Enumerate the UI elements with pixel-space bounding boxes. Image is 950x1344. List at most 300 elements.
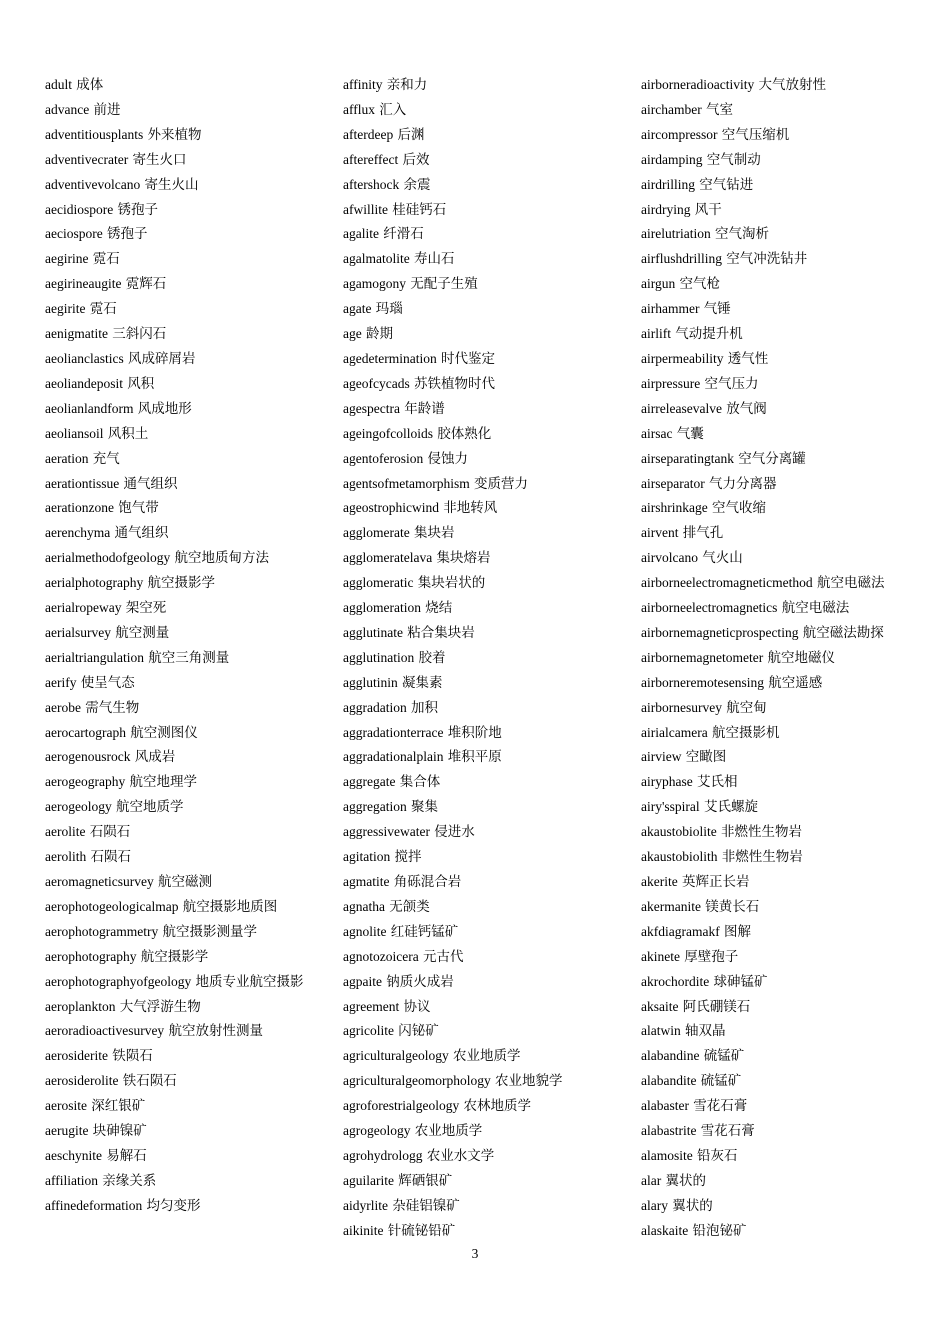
entry-term: akrochordite <box>641 973 710 989</box>
entry-term: aerocartograph <box>45 724 126 740</box>
glossary-entry <box>45 1044 335 1069</box>
entry-definition: 深红银矿 <box>91 1098 146 1115</box>
entry-term: aguilarite <box>343 1172 394 1188</box>
entry-term: adventitiousplants <box>45 126 144 142</box>
entry-term: aerosite <box>45 1098 87 1114</box>
entry-definition: 轴双晶 <box>685 1023 726 1040</box>
entry-definition: 英辉正长岩 <box>682 874 750 890</box>
entry-term: aeration <box>45 450 89 466</box>
entry-definition: 侵进水 <box>434 824 475 841</box>
entry-term: aecidiospore <box>45 201 114 217</box>
entry-term: airbornemagnetometer <box>641 649 764 665</box>
glossary-entry <box>45 646 335 671</box>
entry-term: agriculturalgeomorphology <box>343 1073 491 1089</box>
entry-term: alabandite <box>641 1073 697 1089</box>
glossary-entry <box>343 870 633 895</box>
entry-definition: 空气制动 <box>706 151 761 168</box>
entry-definition: 非燃性生物岩 <box>721 849 803 866</box>
entry-definition: 农业水文学 <box>426 1147 495 1164</box>
entry-definition: 艾氏相 <box>697 774 738 791</box>
entry-definition: 气火山 <box>702 550 743 567</box>
entry-definition: 块砷镍矿 <box>92 1123 147 1140</box>
entry-definition: 雪花石膏 <box>693 1098 748 1115</box>
page-number: 3 <box>471 1246 479 1261</box>
glossary-entry <box>343 1119 633 1144</box>
glossary-entry <box>45 820 335 845</box>
entry-definition: 镁黄长石 <box>705 898 760 915</box>
entry-term: aeromagneticsurvey <box>45 874 154 889</box>
entry-term: aerolith <box>45 849 87 865</box>
glossary-entry <box>641 820 941 845</box>
glossary-entry <box>641 148 941 173</box>
entry-definition: 铅灰石 <box>697 1147 738 1164</box>
entry-term: airvolcano <box>641 550 698 566</box>
glossary-entry <box>641 621 941 646</box>
entry-term: aggressivewater <box>343 824 430 840</box>
glossary-entry <box>45 895 335 920</box>
entry-definition: 航空电磁法 <box>816 575 885 592</box>
entry-definition: 寄生火山 <box>144 176 199 193</box>
glossary-entry <box>343 945 633 970</box>
entry-definition: 通气组织 <box>123 475 178 492</box>
entry-term: agriculturalgeology <box>343 1048 449 1064</box>
glossary-entry <box>641 1094 941 1119</box>
entry-definition: 航空摄影机 <box>712 724 780 741</box>
entry-definition: 烧结 <box>425 600 453 617</box>
entry-term: alary <box>641 1197 668 1213</box>
entry-definition: 通气组织 <box>114 525 169 542</box>
entry-definition: 风成地形 <box>137 400 192 417</box>
glossary-entry <box>343 73 633 98</box>
glossary-entry <box>343 98 633 123</box>
entry-term: aegirine <box>45 251 89 267</box>
entry-definition: 地质专业航空摄影 <box>195 973 304 990</box>
entry-definition: 硫锰矿 <box>703 1048 745 1065</box>
entry-definition: 农业地质学 <box>414 1123 483 1140</box>
entry-term: aerialmethodofgeology <box>45 550 171 566</box>
glossary-column-2 <box>343 73 633 1244</box>
glossary-entry <box>641 222 941 247</box>
glossary-entry <box>45 521 335 546</box>
glossary-entry <box>641 1119 941 1144</box>
entry-term: aerenchyma <box>45 525 111 541</box>
entry-term: agnatha <box>343 898 385 914</box>
entry-term: akermanite <box>641 898 701 914</box>
glossary-entry <box>45 422 335 447</box>
entry-definition: 农业地质学 <box>453 1048 521 1065</box>
entry-term: airyphase <box>641 774 693 790</box>
glossary-entry <box>641 247 941 272</box>
glossary-entry <box>343 820 633 845</box>
entry-term: agglomeration <box>343 600 421 616</box>
entry-term: agnotozoicera <box>343 948 419 964</box>
glossary-entry <box>641 173 941 198</box>
glossary-entry <box>641 770 941 795</box>
entry-definition: 空气钻进 <box>699 176 754 193</box>
entry-definition: 非燃性生物岩 <box>721 824 803 841</box>
glossary-entry <box>641 596 941 621</box>
entry-term: agamogony <box>343 276 406 292</box>
entry-term: airdrilling <box>641 176 695 192</box>
glossary-entry <box>641 920 941 945</box>
entry-definition: 球砷锰矿 <box>713 973 768 990</box>
glossary-entry <box>45 696 335 721</box>
entry-term: aggradationterrace <box>343 724 444 740</box>
entry-definition: 石陨石 <box>89 824 131 841</box>
entry-definition: 气囊 <box>676 425 704 442</box>
entry-term: airpermeability <box>641 350 724 366</box>
entry-term: airborneelectromagnetics <box>641 600 778 616</box>
entry-definition: 寄生火口 <box>132 151 187 168</box>
entry-definition: 航空摄影学 <box>147 575 216 592</box>
entry-term: adult <box>45 77 72 92</box>
glossary-entry <box>641 397 941 422</box>
entry-term: airborneelectromagneticmethod <box>641 575 813 591</box>
glossary-entry <box>45 1019 335 1044</box>
entry-term: agalmatolite <box>343 251 410 267</box>
glossary-entry <box>641 422 941 447</box>
glossary-entry <box>641 447 941 472</box>
entry-definition: 霓石 <box>92 251 120 268</box>
entry-term: aerify <box>45 674 77 690</box>
entry-term: aerationzone <box>45 500 114 516</box>
entry-term: aeolianlandform <box>45 400 134 416</box>
entry-definition: 外来植物 <box>147 126 202 143</box>
glossary-entry <box>343 770 633 795</box>
entry-definition: 阿氏硼镁石 <box>682 998 751 1015</box>
entry-definition: 气锤 <box>703 301 731 318</box>
glossary-entry <box>343 745 633 770</box>
entry-definition: 后渊 <box>397 126 425 143</box>
glossary-entry <box>641 1044 941 1069</box>
entry-term: aerationtissue <box>45 475 120 491</box>
entry-term: airvent <box>641 525 679 541</box>
entry-definition: 角砾混合岩 <box>393 874 462 890</box>
glossary-entry <box>343 546 633 571</box>
glossary-entry <box>343 795 633 820</box>
entry-term: aksaite <box>641 998 679 1014</box>
entry-definition: 加积 <box>411 699 439 716</box>
entry-definition: 航空摄影地质图 <box>182 898 278 915</box>
entry-term: agrogeology <box>343 1123 411 1139</box>
entry-term: airdrying <box>641 201 691 217</box>
glossary-entry <box>343 646 633 671</box>
entry-definition: 艾氏螺旋 <box>703 799 758 816</box>
entry-term: agmatite <box>343 874 390 889</box>
glossary-entry <box>641 721 941 746</box>
glossary-entry <box>45 496 335 521</box>
entry-definition: 集合体 <box>399 774 441 791</box>
entry-term: akfdiagramakf <box>641 923 720 939</box>
glossary-entry <box>45 870 335 895</box>
entry-term: aerophotogeologicalmap <box>45 898 179 914</box>
entry-definition: 纤滑石 <box>383 226 424 243</box>
entry-term: akinete <box>641 948 680 964</box>
entry-term: aggregation <box>343 799 407 815</box>
entry-definition: 航空测量 <box>115 624 170 641</box>
entry-definition: 航空地质甸方法 <box>174 550 270 567</box>
entry-definition: 集块岩状的 <box>417 575 486 592</box>
entry-definition: 苏铁植物时代 <box>414 375 496 392</box>
glossary-entry <box>45 98 335 123</box>
entry-definition: 排气孔 <box>682 525 724 542</box>
glossary-entry <box>343 995 633 1020</box>
entry-definition: 透气性 <box>727 350 769 367</box>
entry-definition: 侵蚀力 <box>427 450 469 467</box>
glossary-entry <box>45 671 335 696</box>
entry-definition: 聚集 <box>411 799 439 816</box>
glossary-entry <box>343 596 633 621</box>
entry-definition: 年龄谱 <box>404 400 445 417</box>
glossary-entry <box>641 297 941 322</box>
glossary-entry <box>343 521 633 546</box>
glossary-entry <box>45 1069 335 1094</box>
entry-term: airialcamera <box>641 724 708 740</box>
glossary-entry <box>45 1194 335 1219</box>
entry-term: affiliation <box>45 1172 98 1188</box>
entry-definition: 时代鉴定 <box>441 350 496 367</box>
entry-definition: 亲缘关系 <box>102 1172 157 1189</box>
glossary-entry <box>641 970 941 995</box>
glossary-entry <box>45 222 335 247</box>
glossary-entry <box>641 496 941 521</box>
glossary-entry <box>343 1019 633 1044</box>
entry-definition: 硫锰矿 <box>700 1073 742 1090</box>
entry-definition: 针硫铋铅矿 <box>387 1222 456 1239</box>
entry-definition: 航空测图仪 <box>130 724 198 741</box>
glossary-entry <box>641 347 941 372</box>
entry-term: airchamber <box>641 101 702 117</box>
entry-term: adventivevolcano <box>45 176 141 192</box>
glossary-entry <box>343 1219 633 1244</box>
entry-term: agedetermination <box>343 350 437 366</box>
glossary-entry <box>641 1219 941 1244</box>
entry-term: alatwin <box>641 1023 681 1039</box>
glossary-entry <box>641 198 941 223</box>
entry-term: aerophotographyofgeology <box>45 973 192 989</box>
entry-term: agreement <box>343 998 400 1014</box>
entry-definition: 集块熔岩 <box>436 550 491 567</box>
entry-term: aeroplankton <box>45 998 116 1014</box>
glossary-entry <box>641 521 941 546</box>
glossary-entry <box>45 995 335 1020</box>
entry-term: airseparatingtank <box>641 450 734 466</box>
entry-term: aerugite <box>45 1123 89 1139</box>
entry-term: agate <box>343 301 372 317</box>
entry-definition: 铁石陨石 <box>122 1073 177 1090</box>
entry-definition: 三斜闪石 <box>112 326 167 343</box>
entry-definition: 厚壁孢子 <box>684 948 739 965</box>
entry-definition: 霓石 <box>89 301 117 318</box>
glossary-column-1 <box>45 73 335 1219</box>
glossary-entry <box>641 98 941 123</box>
glossary-entry <box>343 1169 633 1194</box>
glossary-entry <box>45 745 335 770</box>
entry-term: aerobe <box>45 699 81 715</box>
entry-term: aerialsurvey <box>45 624 111 640</box>
entry-term: agglomeratic <box>343 575 414 591</box>
entry-definition: 风积 <box>127 375 155 392</box>
entry-term: airbornesurvey <box>641 699 722 715</box>
entry-definition: 红硅钙锰矿 <box>390 923 459 940</box>
entry-definition: 石陨石 <box>90 849 132 866</box>
glossary-entry <box>343 173 633 198</box>
entry-term: aerogeography <box>45 774 126 790</box>
entry-definition: 风干 <box>694 201 722 218</box>
glossary-entry <box>45 945 335 970</box>
entry-term: advance <box>45 101 90 117</box>
entry-term: agrohydrologg <box>343 1147 423 1163</box>
entry-term: aerogenousrock <box>45 749 131 765</box>
entry-term: airborneradioactivity <box>641 77 755 92</box>
glossary-entry <box>641 1069 941 1094</box>
entry-term: airsac <box>641 425 673 441</box>
entry-definition: 铁陨石 <box>112 1048 153 1065</box>
entry-definition: 航空地质学 <box>116 799 184 816</box>
entry-definition: 余震 <box>403 176 431 193</box>
entry-term: affinedeformation <box>45 1197 143 1213</box>
entry-definition: 图解 <box>724 923 752 940</box>
entry-term: aegirineaugite <box>45 276 122 292</box>
entry-definition: 气力分离器 <box>709 475 777 492</box>
entry-definition: 航空磁测 <box>158 874 212 890</box>
glossary-entry <box>641 945 941 970</box>
entry-definition: 航空地理学 <box>129 774 198 791</box>
glossary-entry <box>641 571 941 596</box>
entry-term: aftershock <box>343 176 400 192</box>
glossary-entry <box>45 297 335 322</box>
entry-definition: 前进 <box>93 101 121 118</box>
glossary-entry <box>45 920 335 945</box>
glossary-entry <box>45 1144 335 1169</box>
glossary-entry <box>45 397 335 422</box>
entry-definition: 钠质火成岩 <box>386 973 454 990</box>
entry-term: afflux <box>343 101 375 117</box>
glossary-entry <box>45 347 335 372</box>
entry-term: akaustobiolith <box>641 849 718 865</box>
entry-definition: 饱气带 <box>118 500 159 517</box>
entry-definition: 航空地磁仪 <box>767 649 835 666</box>
entry-definition: 协议 <box>403 998 431 1015</box>
entry-term: aerogeology <box>45 799 112 815</box>
entry-term: airelutriation <box>641 226 711 242</box>
entry-definition: 风成碎屑岩 <box>128 350 196 367</box>
entry-definition: 凝集素 <box>402 674 443 691</box>
glossary-entry <box>343 845 633 870</box>
entry-definition: 需气生物 <box>85 699 140 716</box>
entry-term: adventivecrater <box>45 151 129 167</box>
entry-definition: 空气枪 <box>679 276 721 293</box>
glossary-entry <box>641 795 941 820</box>
entry-term: aeroradioactivesurvey <box>45 1023 165 1039</box>
entry-term: airdamping <box>641 151 703 167</box>
glossary-entry <box>641 646 941 671</box>
entry-term: alar <box>641 1172 662 1188</box>
glossary-entry <box>641 845 941 870</box>
entry-term: airshrinkage <box>641 500 708 516</box>
entry-term: aerosiderolite <box>45 1073 119 1089</box>
entry-term: alabaster <box>641 1098 689 1114</box>
entry-definition: 航空遥感 <box>768 674 823 691</box>
entry-term: agglomeratelava <box>343 550 433 566</box>
entry-term: airy'sspiral <box>641 799 700 815</box>
glossary-entry <box>343 322 633 347</box>
entry-definition: 元古代 <box>423 948 464 965</box>
glossary-entry <box>45 73 335 98</box>
entry-definition: 霓辉石 <box>125 276 167 293</box>
entry-term: agnolite <box>343 923 387 939</box>
entry-term: aerialropeway <box>45 600 122 616</box>
entry-definition: 翼状的 <box>665 1172 707 1189</box>
glossary-entry <box>641 123 941 148</box>
glossary-entry <box>45 148 335 173</box>
entry-term: aircompressor <box>641 126 718 142</box>
entry-term: airflushdrilling <box>641 251 722 267</box>
entry-term: aftereffect <box>343 151 399 167</box>
entry-term: agentsofmetamorphism <box>343 475 470 491</box>
glossary-entry <box>641 1169 941 1194</box>
glossary-entry <box>45 1169 335 1194</box>
glossary-entry <box>45 1119 335 1144</box>
entry-definition: 气动提升机 <box>675 326 743 343</box>
entry-definition: 搅拌 <box>394 849 422 866</box>
entry-term: aggregate <box>343 774 396 790</box>
glossary-entry <box>343 970 633 995</box>
entry-definition: 成体 <box>76 77 104 93</box>
entry-definition: 航空甸 <box>726 699 767 716</box>
glossary-entry <box>45 571 335 596</box>
entry-definition: 铅泡铋矿 <box>692 1222 747 1239</box>
glossary-entry <box>343 447 633 472</box>
glossary-entry <box>343 895 633 920</box>
entry-term: agglutinate <box>343 624 403 640</box>
entry-definition: 使呈气态 <box>80 674 135 691</box>
glossary-entry <box>343 1144 633 1169</box>
entry-term: aeschynite <box>45 1147 102 1163</box>
glossary-entry <box>343 571 633 596</box>
entry-term: agroforestrialgeology <box>343 1098 460 1114</box>
glossary-entry <box>641 1144 941 1169</box>
glossary-entry <box>343 621 633 646</box>
glossary-entry <box>45 472 335 497</box>
entry-term: aerialphotography <box>45 575 144 591</box>
entry-definition: 航空放射性测量 <box>168 1023 263 1040</box>
glossary-entry <box>343 297 633 322</box>
entry-term: ageofcycads <box>343 375 410 391</box>
entry-term: ageingofcolloids <box>343 425 433 441</box>
glossary-entry <box>45 770 335 795</box>
entry-definition: 架空死 <box>125 600 167 617</box>
entry-definition: 杂硅铝镍矿 <box>392 1197 460 1214</box>
entry-term: alaskaite <box>641 1222 689 1238</box>
entry-definition: 锈孢子 <box>117 201 159 218</box>
entry-term: alabastrite <box>641 1123 697 1139</box>
entry-definition: 集块岩 <box>414 525 455 542</box>
entry-definition: 胶体熟化 <box>437 425 492 442</box>
entry-term: aerosiderite <box>45 1048 108 1064</box>
entry-term: akerite <box>641 874 678 889</box>
entry-term: aegirite <box>45 301 86 317</box>
entry-term: aeciospore <box>45 226 103 242</box>
entry-definition: 汇入 <box>379 101 407 118</box>
glossary-entry <box>45 795 335 820</box>
entry-definition: 放气阀 <box>726 400 767 417</box>
entry-term: aerophotography <box>45 948 137 964</box>
entry-definition: 胶着 <box>418 649 446 666</box>
glossary-entry <box>641 696 941 721</box>
glossary-entry <box>343 671 633 696</box>
entry-definition: 易解石 <box>106 1147 147 1164</box>
